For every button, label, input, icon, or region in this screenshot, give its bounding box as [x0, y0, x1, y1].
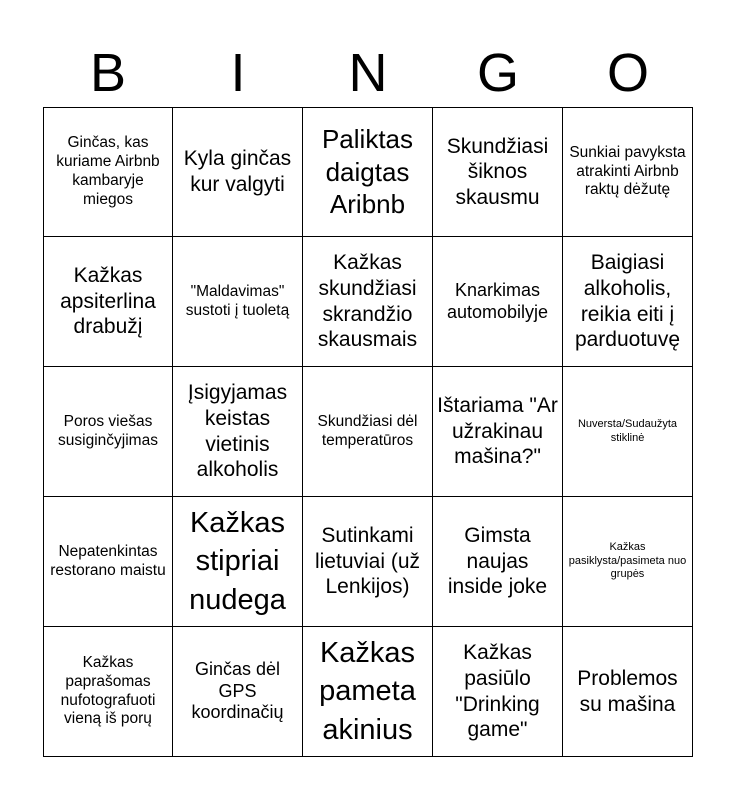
- header-letter-b: B: [89, 43, 127, 103]
- header-letter-o: O: [606, 43, 649, 103]
- bingo-cell[interactable]: Ginčas, kas kuriame Airbnb kambaryje miegos: [43, 107, 173, 237]
- bingo-cell[interactable]: Kažkas paprašomas nufotografuoti vieną iš porų: [43, 627, 173, 757]
- bingo-cell[interactable]: Poros viešas susiginčyjimas: [43, 367, 173, 497]
- header-letter-g: G: [476, 43, 519, 103]
- bingo-cell[interactable]: Kažkas apsiterlina drabužį: [43, 237, 173, 367]
- bingo-cell[interactable]: Kažkas pameta akinius: [303, 627, 433, 757]
- header-letter-i: I: [230, 43, 246, 103]
- bingo-cell[interactable]: Kyla ginčas kur valgyti: [173, 107, 303, 237]
- bingo-cell[interactable]: Kažkas stipriai nudega: [173, 497, 303, 627]
- bingo-cell[interactable]: Ginčas dėl GPS koordinačių: [173, 627, 303, 757]
- bingo-cell[interactable]: Skundžiasi dėl temperatūros: [303, 367, 433, 497]
- bingo-cell[interactable]: Kažkas pasiūlo "Drinking game": [433, 627, 563, 757]
- bingo-cell[interactable]: Paliktas daigtas Aribnb: [303, 107, 433, 237]
- bingo-cell[interactable]: Kažkas pasiklysta/pasimeta nuo grupės: [563, 497, 693, 627]
- bingo-header: [43, 38, 693, 108]
- bingo-cell[interactable]: Knarkimas automobilyje: [433, 237, 563, 367]
- bingo-cell[interactable]: Kažkas skundžiasi skrandžio skausmais: [303, 237, 433, 367]
- bingo-cell[interactable]: Sunkiai pavyksta atrakinti Airbnb raktų dėžutę: [563, 107, 693, 237]
- bingo-cell[interactable]: Baigiasi alkoholis, reikia eiti į parduotuvę: [563, 237, 693, 367]
- bingo-cell[interactable]: Įsigyjamas keistas vietinis alkoholis: [173, 367, 303, 497]
- bingo-cell[interactable]: Problemos su mašina: [563, 627, 693, 757]
- bingo-board: [43, 107, 693, 757]
- bingo-cell[interactable]: Sutinkami lietuviai (už Lenkijos): [303, 497, 433, 627]
- bingo-cell[interactable]: Gimsta naujas inside joke: [433, 497, 563, 627]
- bingo-cell[interactable]: "Maldavimas" sustoti į tuoletą: [173, 237, 303, 367]
- bingo-cell[interactable]: Ištariama "Ar užrakinau mašina?": [433, 367, 563, 497]
- header-letter-n: N: [348, 43, 388, 103]
- bingo-cell[interactable]: Nuversta/Sudaužyta stiklinė: [563, 367, 693, 497]
- bingo-cell[interactable]: Skundžiasi šiknos skausmu: [433, 107, 563, 237]
- bingo-cell[interactable]: Nepatenkintas restorano maistu: [43, 497, 173, 627]
